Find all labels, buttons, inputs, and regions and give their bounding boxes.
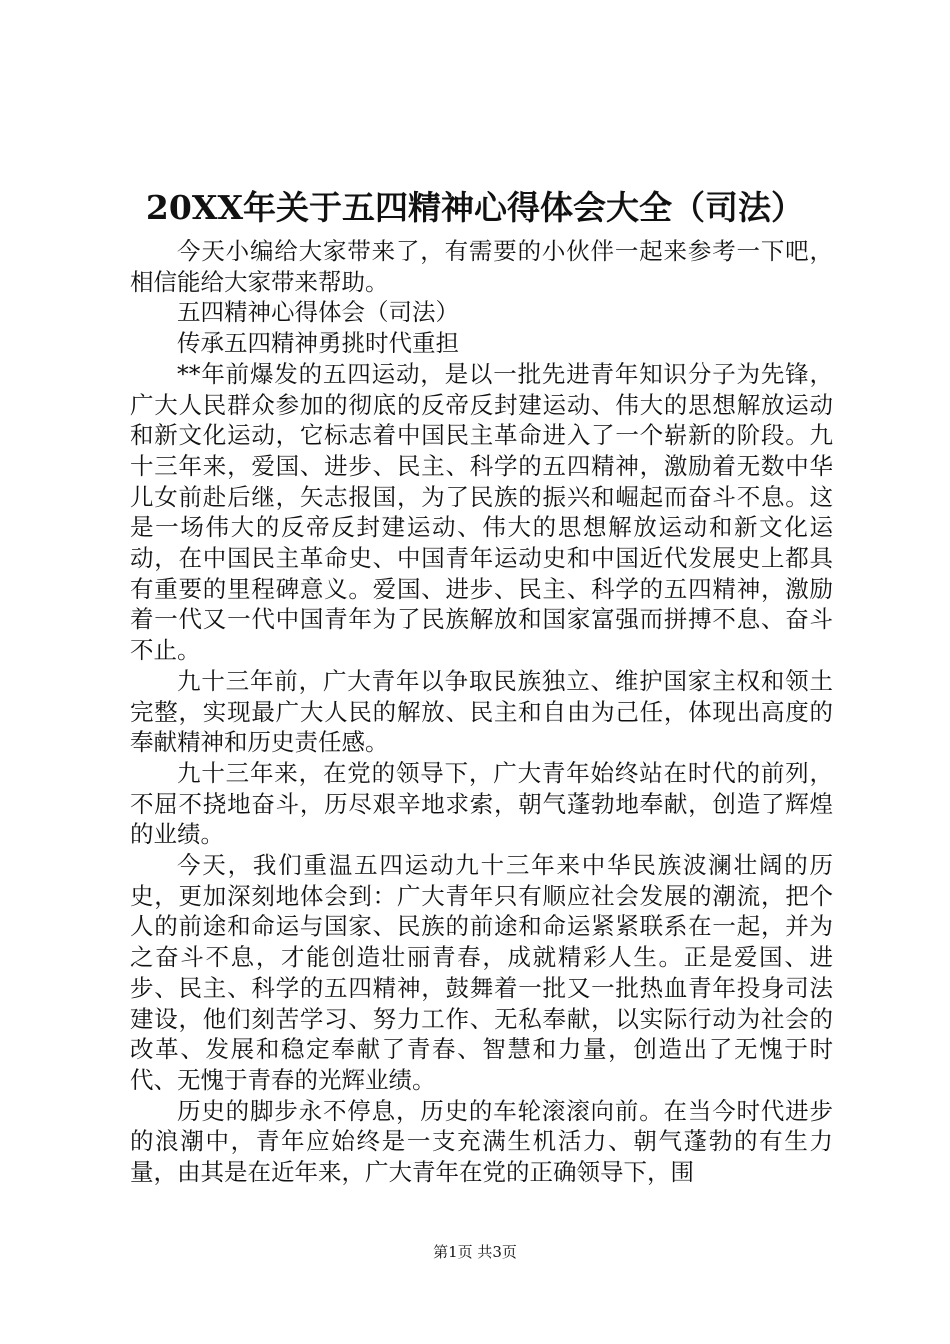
document-body (130, 236, 833, 1188)
document-title: 20XX年关于五四精神心得体会大全（司法） (145, 188, 805, 227)
paragraph-subtitle: 五四精神心得体会（司法） (177, 298, 459, 327)
paragraph-body: 九十三年来，在党的领导下，广大青年始终站在时代的前列，不屈不挠地奋斗，历尽艰辛地求索，朝气蓬勃地奉献，创造了辉煌的业绩。 (130, 758, 833, 849)
paragraph-body: 历史的脚步永不停息，历史的车轮滚滚向前。在当今时代进步的浪潮中，青年应始终是一支充满生机活力、朝气蓬勃的有生力量，由其是在近年来，广大青年在党的正确领导下，围 (130, 1096, 833, 1187)
page-footer: 第1页 共3页 (433, 1243, 517, 1261)
paragraph-heading: 传承五四精神勇挑时代重担 (177, 329, 459, 358)
paragraph-body: 今天，我们重温五四运动九十三年来中华民族波澜壮阔的历史，更加深刻地体会到：广大青年只有顺应社会发展的潮流，把个人的前途和命运与国家、民族的前途和命运紧紧联系在一起，并为之奋斗不息，才能创造壮丽青春，成就精彩人生。正是爱国、进步、民主、科学的五四精神，鼓舞着一批又一批热血青年投身司法建设，他们刻苦学习、努力工作、无私奉献，以实际行动为社会的改革、发展和稳定奉献了青春、智慧和力量，创造出了无愧于时代、无愧于青春的光辉业绩。 (130, 851, 833, 1094)
paragraph-body: **年前爆发的五四运动，是以一批先进青年知识分子为先锋，广大人民群众参加的彻底的反帝反封建运动、伟大的思想解放运动和新文化运动，它标志着中国民主革命进入了一个崭新的阶段。九十三年来，爱国、进步、民主、科学的五四精神，激励着无数中华儿女前赴后继，矢志报国，为了民族的振兴和崛起而奋斗不息。这是一场伟大的反帝反封建运动、伟大的思想解放运动和新文化运动，在中国民主革命史、中国青年运动史和中国近代发展史上都具有重要的里程碑意义。爱国、进步、民主、科学的五四精神，激励着一代又一代中国青年为了民族解放和国家富强而拼搏不息、奋斗不止。 (130, 359, 833, 665)
paragraph-body: 九十三年前，广大青年以争取民族独立、维护国家主权和领土完整，实现最广大人民的解放、民主和自由为己任，体现出高度的奉献精神和历史责任感。 (130, 666, 833, 757)
paragraph-intro: 今天小编给大家带来了，有需要的小伙伴一起来参考一下吧，相信能给大家带来帮助。 (130, 237, 833, 296)
